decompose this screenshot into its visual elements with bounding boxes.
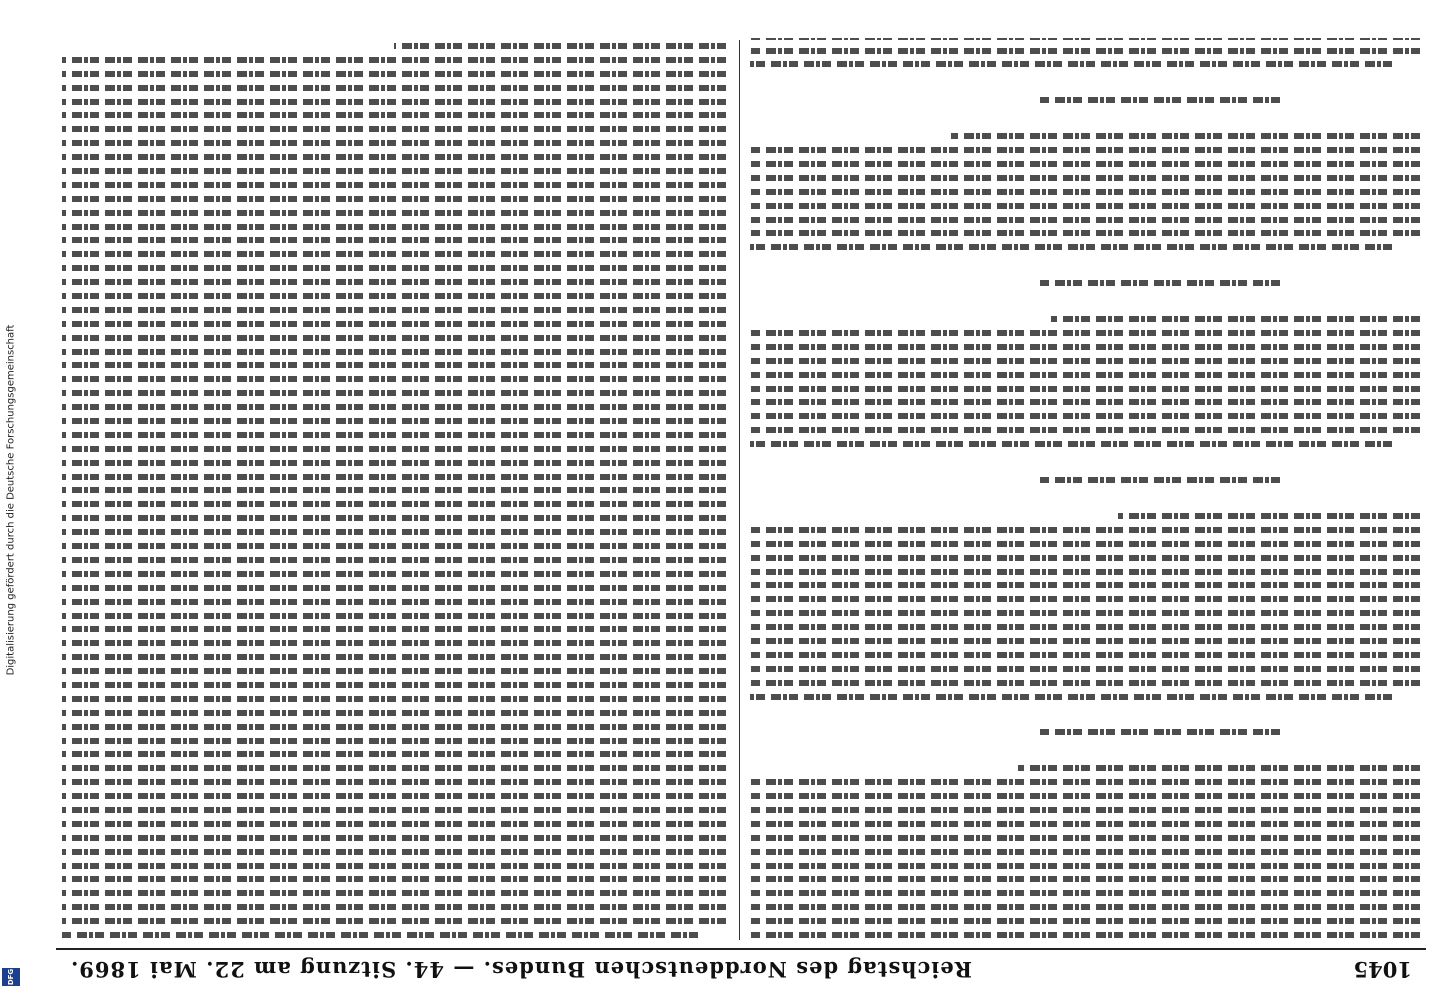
page-header	[56, 948, 1426, 990]
digitization-footer	[0, 0, 22, 1000]
text-column-left	[750, 38, 1420, 938]
dfg-logo: DFG	[2, 968, 20, 986]
funding-notice: Digitalisierung gefördert durch die Deutsche Forschungsgemeinschaft	[5, 324, 17, 676]
running-title: Reichstag des Norddeutschen Bundes. — 44. Sitzung am 22. Mai 1869.	[70, 957, 973, 983]
text-column-right	[62, 38, 726, 938]
page-number: 1045	[1353, 957, 1412, 983]
column-divider	[739, 40, 740, 940]
page-sheet	[56, 20, 1426, 990]
